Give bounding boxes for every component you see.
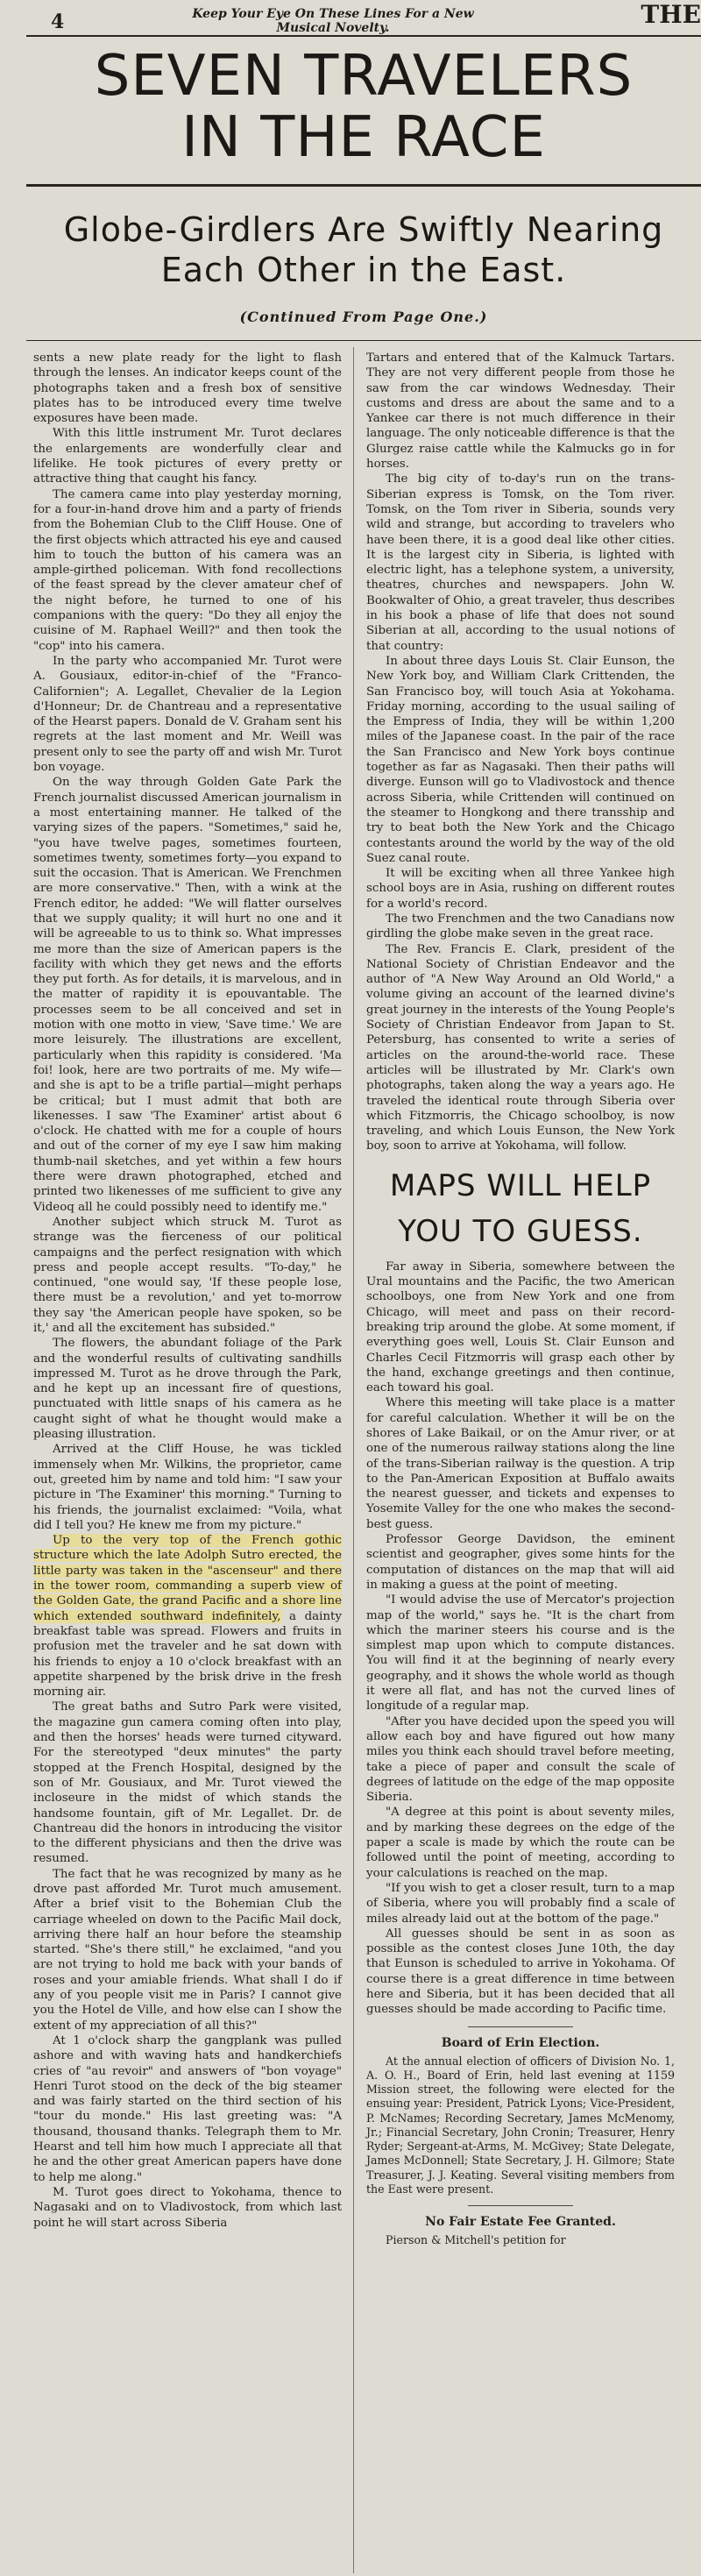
section-rule (468, 2026, 573, 2027)
after-highlight-text: a dainty breakfast table was spread. Flowers and fruits in profusion met the traveler and he sat down with his friends to enjoy a 10 o'clock breakfast with an appetite sharpened by the brisk drive in the fresh morning air. (33, 1609, 343, 1700)
headline-line-1: SEVEN TRAVELERS (94, 44, 634, 109)
maps-paragraph: "If you wish to get a closer result, turn to a map of Siberia, where you will probably find a scale of miles already laid out at the bottom of the page." (366, 1881, 675, 1926)
masthead-fragment: THE (641, 0, 701, 29)
maps-paragraph: Far away in Siberia, somewhere between the Ural mountains and the Pacific, the two American schoolboys, one from New York and one from Chicago, will meet and pass on their record-breaking trip around the globe. At some moment, if everything goes well, Louis St. Clair Eunson and Charles Cecil Fitzmorris will grasp each other by the hand, exchange greetings and then continue, each toward his goal. (366, 1260, 675, 1395)
right-paragraph: It will be exciting when all three Yankee high school boys are in Asia, rushing on different routes for a world's record. (366, 867, 675, 911)
header-rule (26, 35, 701, 37)
board-text: At the annual election of officers of Division No. 1, A. O. H., Board of Erin, held last evening at 1159 Mission street, the following were elected for the ensuing year: President, Patrick Lyons; Vice-President, P. McNames; Recording Secretary, James McMenomy, Jr.; Financial Secretary, John Cronin; Treasurer, Henry Ryder; Sergeant-at-Arms, M. McGivey; State Delegate, James McDonnell; State Secretary, J. H. Gilmore; State Treasurer, J. J. Keating. Several visiting members from the East were present. (366, 2054, 675, 2196)
continued-note: (Continued From Page One.) (239, 309, 488, 325)
section-rule (468, 2205, 573, 2206)
headline-rule (26, 184, 701, 187)
subheadline-line-1: Globe-Girdlers Are Swiftly Nearing (63, 210, 664, 249)
maps-headline-line-1: MAPS WILL HELP (389, 1167, 652, 1203)
left-paragraph: In the party who accompanied Mr. Turot were A. Gousiaux, editor-in-chief of the "Franco-Californien"; A. Legallet, Chevalier de la Legion d'Honneur; Dr. de Chantreau and a representative of the Hearst papers. Donald de V. Graham sent his regrets at the last moment and Mr. Weill was present only to see the party off and wish Mr. Turot bon voyage. (33, 654, 342, 775)
left-paragraph: With this little instrument Mr. Turot declares the enlargements are wonderfully clear and lifelike. He took pictures of every pretty or attractive thing that caught his fancy. (33, 427, 342, 486)
column-divider (353, 347, 354, 2573)
right-column (366, 351, 675, 2247)
maps-paragraph: Where this meeting will take place is a matter for careful calculation. Whether it will be on the shores of Lake Baikail, or on the Amur river, or at one of the numerous railway stations along the line of the trans-Siberian railway is the question. A trip to the Pan-American Exposition at Buffalo awaits the nearest guesser, and tickets and expenses to Yosemite Valley for the one who makes the second-best guess. (366, 1396, 675, 1531)
body-rule (26, 340, 701, 341)
page-number: 4 (51, 11, 65, 33)
left-paragraph: sents a new plate ready for the light to flash through the lenses. An indicator keeps count of the photographs taken and a fresh box of sensitive plates has to be introduced every time twelve exposures have been made. (33, 351, 342, 426)
headline-line-2: IN THE RACE (181, 105, 546, 170)
maps-paragraph: "A degree at this point is about seventy miles, and by marking these degrees on the edge of the paper a scale is made by which the route can be followed until the point of meeting, according to your calculations is reached on the map. (366, 1806, 675, 1880)
maps-paragraph: "I would advise the use of Mercator's projection map of the world," says he. "It is the chart from which the mariner steers his course and is the simplest map upon which to compute distances. You will find it at the beginning of nearly every geography, and it shows the whole world as though it were all flat, and has not the curved lines of longitude of a regular map. (366, 1593, 675, 1714)
highlighted-passage: Up to the very top of the French gothic structure which the late Adolph Sutro erected, the little party was taken in the "ascenseur" and there in the tower room, commanding a superb view of the Golden Gate, the grand Pacific and a shore line which extended southward indefinitely, (33, 1534, 342, 1623)
left-column (33, 351, 342, 2231)
left-paragraph: Another subject which struck M. Turot as strange was the fierceness of our political campaigns and the perfect resignation with which press and people accept results. "To-day," he continued, "one would say, 'If these people lose, there must be a revolution,' and yet to-morrow they say 'the American people have spoken, so be it,' and all the excitement has subsided." (33, 1215, 342, 1335)
maps-paragraph: All guesses should be sent in as soon as possible as the contest closes June 10th, the day that Eunson is scheduled to arrive in Yokohama. Of course there is a great difference in time between here and Siberia, but it has been decided that all guesses should be made according to Pacific time. (366, 1927, 675, 2017)
right-paragraph: In about three days Louis St. Clair Eunson, the New York boy, and William Clark Crittenden, the San Francisco boy, will touch Asia at Yokohama. Friday morning, according to the usual sailing of the Empress of India, they will be within 1,200 miles of the Japanese coast. In the pair of the race the San Francisco and New York boys continue together as far as Nagasaki. Then their paths will diverge. Eunson will go to Vladivostock and thence across Siberia, while Crittenden will continued on the steamer to Hongkong and there transship and try to beat both the New York and the Chicago contestants around the world by the way of the old Suez canal route. (366, 654, 675, 865)
left-paragraph: The great baths and Sutro Park were visited, the magazine gun camera coming often into play, and then the horses' heads were turned cityward. For the stereotyped "deux minutes" the party stopped at the French Hospital, designed by the son of Mr. Gousiaux, and Mr. Turot viewed the incloseure in the midst of which stands the handsome fountain, gift of Mr. Legallet. Dr. de Chantreau did the honors in introducing the visitor to the different physicians and then the drive was resumed. (33, 1700, 342, 1866)
right-paragraph: Tartars and entered that of the Kalmuck Tartars. They are not very different people from those he saw from the car windows Wednesday. Their customs and dress are about the same and to a Yankee car there is not much difference in their language. The only noticeable difference is that the Glurgez raise cattle while the Kalmucks go in for horses. (366, 351, 675, 472)
highlight-paragraph (33, 1533, 342, 1700)
maps-paragraph: Professor George Davidson, the eminent scientist and geographer, gives some hints for the computation of distances on the map that will aid in making a guess at the point of meeting. (366, 1533, 675, 1592)
right-paragraph: The big city of to-day's run on the trans-Siberian express is Tomsk, on the Tom river. Tomsk, on the Tom river in Siberia, sounds very wild and strange, but according to travelers who have been there, it is a good deal like other cities. It is the largest city in Siberia, is lighted with electric light, has a telephone system, a university, theatres, churches and newspapers. John W. Bookwalter of Ohio, a great traveler, thus describes in his book a phase of life that does not sound Siberian at all, according to the usual notions of that country: (366, 472, 675, 653)
estate-title: No Fair Estate Fee Granted. (425, 2214, 616, 2229)
right-paragraph: The two Frenchmen and the two Canadians now girdling the globe make seven in the great race. (366, 912, 675, 941)
maps-headline-line-2: YOU TO GUESS. (398, 1213, 643, 1249)
subheadline-line-2: Each Other in the East. (160, 251, 567, 289)
left-paragraph: The flowers, the abundant foliage of the Park and the wonderful results of cultivating sandhills impressed M. Turot as he drove through the Park, and he kept up an incessant fire of questions, punctuated with little snaps of his camera as he caught sight of what he thought would make a pleasing illustration. (33, 1337, 342, 1442)
left-paragraph: Arrived at the Cliff House, he was tickled immensely when Mr. Wilkins, the proprietor, came out, greeted him by name and told him: "I saw your picture in 'The Examiner' this morning." Turning to his friends, the journalist exclaimed: "Voila, what did I tell you? He knew me from my picture." (33, 1443, 342, 1532)
maps-paragraph: "After you have decided upon the speed you will allow each boy and have figured out how many miles you think each should travel before meeting, take a piece of paper and consult the scale of degrees of latitude on the edge of the map opposite Siberia. (366, 1714, 675, 1805)
left-paragraph: At 1 o'clock sharp the gangplank was pulled ashore and with waving hats and handkerchiefs cries of "au revoir" and answers of "bon voyage" Henri Turot stood on the deck of the big steamer and was fairly started on the third section of his "tour du monde." His last greeting was: "A thousand, thousand thanks. Telegraph them to Mr. Hearst and tell him how much I appreciate all that he and the other great American papers have done to help me along." (33, 2033, 342, 2184)
left-paragraph: On the way through Golden Gate Park the French journalist discussed American journalism in a most entertaining manner. He talked of the varying sizes of the papers. "Sometimes," said he, "you have twelve pages, sometimes fourteen, sometimes twenty, sometimes forty—you expand to suit the occasion. That is American. We Frenchmen are more conservative." Then, with a wink at the French editor, he added: "We will flatter ourselves that we supply quality; it will hurt no one and it will be agreeable to us to think so. What impresses me more than the size of American papers is the facility with which they get news and the efforts they put forth. As for details, it is marvelous, and in the matter of rapidity it is epouvantable. The processes seem to be all conceived and set in motion with one motto in view, 'Save time.' We are more leisurely. The illustrations are excellent, particularly when this rapidity is considered. 'Ma foi! look, here are two portraits of me. My wife—and she is apt to be a trifle partial—might perhaps be critical; but I must admit that both are likenesses. I saw 'The Examiner' artist about 6 o'clock. He chatted with me for a couple of hours and out of the corner of my eye I saw him making thumb-nail sketches, and yet within a few hours there were drawn photographed, etched and printed two likenesses of me sufficient to give any Videoq all he could possibly need to identify me." (33, 776, 342, 1214)
left-paragraph: The camera came into play yesterday morning, for a four-in-hand drove him and a party of friends from the Bohemian Club to the Cliff House. One of the first objects which attracted his eye and caused him to touch the button of his camera was an ample-girthed policeman. With fond recollections of the feast spread by the clever amateur chef of the night before, he turned to one of his companions with the query: "Do they all enjoy the cuisine of M. Raphael Weill?" and then took the "cop" into his camera. (33, 487, 342, 653)
running-head: Keep Your Eye On These Lines For a New Musical Novelty. (192, 7, 474, 35)
right-paragraph: The Rev. Francis E. Clark, president of the National Society of Christian Endeavor and the author of "A New Way Around an Old World," a volume giving an account of the learned divine's great journey in the interests of the Young People's Society of Christian Endeavor from Japan to St. Petersburg, has consented to write a series of articles on the around-the-world race. These articles will be illustrated by Mr. Clark's own photographs, taken along the way a years ago. He traveled the identical route through Siberia over which Fitzmorris, the Chicago schoolboy, is now traveling, and which Louis Eunson, the New York boy, soon to arrive at Yokohama, will follow. (366, 942, 675, 1153)
page-header (0, 0, 701, 35)
left-paragraph: M. Turot goes direct to Yokohama, thence to Nagasaki and on to Vladivostock, from which last point he will start across Siberia (33, 2185, 342, 2230)
left-paragraph: The fact that he was recognized by many as he drove past afforded Mr. Turot much amusement. After a brief visit to the Bohemian Club the carriage wheeled on down to the Pacific Mail dock, arriving there half an hour before the steamship started. "She's there still," he exclaimed, "and you are not trying to hold me back with your bands of roses and your amiable friends. What shall I do if any of you people visit me in Paris? I cannot give you the Hotel de Ville, and how else can I show the extent of my appreciation of all this?" (33, 1867, 342, 2033)
estate-text: Pierson & Mitchell's petition for (386, 2233, 566, 2247)
board-title: Board of Erin Election. (441, 2035, 600, 2050)
